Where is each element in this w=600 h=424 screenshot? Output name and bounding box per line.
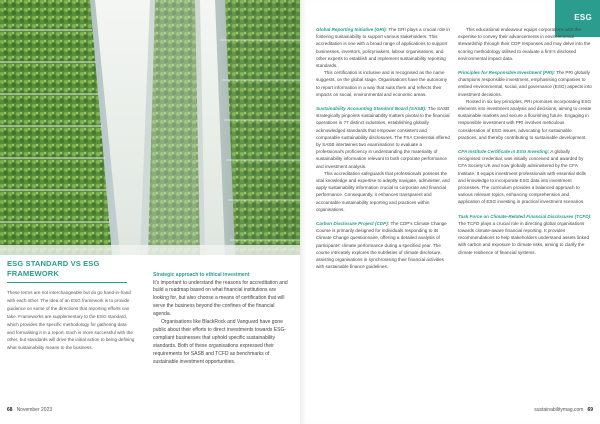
left-body-column [153,272,291,366]
gri-text: The GRI plays a crucial role in fostering sustainability to support various stakeholders. This accreditation is one with a broad range of applications to support businesses, investors, policymakers, labour organisations, and other experts to establish and implement sustainability reporting standards. [316,27,450,69]
left-body-heading: Strategic approach to ethical investment [153,272,250,278]
gri-heading: Global Reporting Initiative (GRI): [316,27,388,32]
sasb-text: The SASB strategically pinpoints sustainability matters pivotal to the financial operations in 77 distinct industries, establishing globally acknowledged standards that empower consistent and comparable sustainability disclosures. The FSA Credential offered by SASB intertwines two examinations to evaluate a professional's proficiency in understanding the materiality of sustainability information relevant to both corporate performance and investment analysis. [316,106,450,169]
left-body-paragraph-2: Organisations like BlackRock and Vanguard have gone public about their efforts to direct investments towards ESG-compliant businesses that uphold specific sustainability standards. Both of these organisations expressed their requirements for SASB and TCFD as benchmarks of sustainable investment opportunities. [153,319,287,365]
pri-text-2: Rooted in six key principles, PRI promotes incorporating ESG elements into investment analysis and decisions, aiming to create sustainable markets and secure a flourishing future. Engaging in responsible investment with PRI involves meticulous consideration of ESG issues, advocating for sustainable practices, and thereby contributing to sustainable development. [458,98,592,140]
gri-text-2: This certification is inclusive and is recognised as the name suggests, on the global stage. Organisations have the autonomy to report information in a way that suits them and reflects their impacts on social, environmental and economic areas. [316,70,448,97]
green-skyscrapers-photo [0,0,300,255]
cdp-text: The CDP's Climate Change Course is primarily designed for individuals responding to its Climate Change questionnaire, offering a detailed analysis of participants' climate performance during a specified year. The course intricately explores the subtleties of climate disclosure, assisting organisations in synchronising their financial activities with sustainable finance guidelines. [316,221,447,270]
right-column-b [458,26,592,256]
cdp-continued-text: This educational endeavour equips corporations with the expertise to convey their advancements in environmental stewardship through their CDP responses and may delve into the scoring methodology utilised to evaluate a firm's disclosed environmental impact data. [458,27,591,61]
cfa-heading: CFA Institute Certificate in ESG Investing: [458,149,550,155]
cfa-text: A globally recognised credential, was initially conceived and awarded by CFA Society UK and now globally administered by the CFA Institute. It equips investment professionals with essential skills and knowledge to incorporate ESG data into investment processes. The curriculum provides a balanced approach to various relevant topics, enhancing comprehension and application of ESG investing in practical investment scenarios. [458,149,586,205]
right-page [300,0,600,424]
website-link[interactable]: sustainabilitymag.com [534,407,584,413]
left-body-paragraph-1: It's important to understand the reasons for accreditation and build a roadmap based on what financial institutions are looking for, but also choose a means of certification that will serve the business beyond the confines of the financial agenda. [153,279,288,318]
photo-illustration [0,0,300,255]
pri-text: The PRI globally champions responsible investment, emphasising companies to embed environmental, social, and governance (ESG) aspects into investment decisions. [458,70,592,97]
issue-date: November 2023 [16,407,53,413]
sidebar-box [0,255,140,415]
right-page-number: 69 [587,407,593,413]
pri-heading: Principles for Responsible Investment (PRI): [458,70,555,76]
left-page-number: 68 [7,407,13,413]
cdp-heading: Carbon Disclosure Project (CDP): [316,221,390,227]
right-column-a [316,26,450,271]
right-folio [534,407,593,413]
sasb-text-2: This accreditation safeguards that professionals possess the vital knowledge and expertise to adeptly navigate, administer, and apply sustainability information crucial to corporate and financial performance. Consequently, it enhances transparent and accountable sustainability reporting and practices within organisations. [316,170,450,212]
section-tab-label: ESG [574,13,592,22]
left-folio [7,407,52,413]
sasb-heading: Sustainability Accounting Standard Board (SASB): [316,106,427,112]
sidebar-title: ESG STANDARD VS ESG FRAMEWORK [7,259,100,278]
sidebar-text: These terms are not interchangeable but do go hand-in-hand with each other. The idea of an ESG framework is to provide guidance on some of the directions that reporting efforts can take. Frameworks are supplementary to the ESG standard, which provides the specific methodology for gathering data and formalising it in a report. Each is more successful with the other, but standards will drive the initial action to being defining what sustainability means to the business. [7,290,135,351]
sidebar-divider [7,282,127,283]
tcfd-heading: Task Force on Climate-Related Financial Disclosures (TCFD): [458,213,592,219]
tcfd-text: The TCFD plays a crucial role in directing global organisations towards climate-aware financial reporting. It provides recommendations to help stakeholders understand assets linked with carbon and exposure to climate risks, aiming to clarify the climate resilience of financial systems. [458,220,589,255]
